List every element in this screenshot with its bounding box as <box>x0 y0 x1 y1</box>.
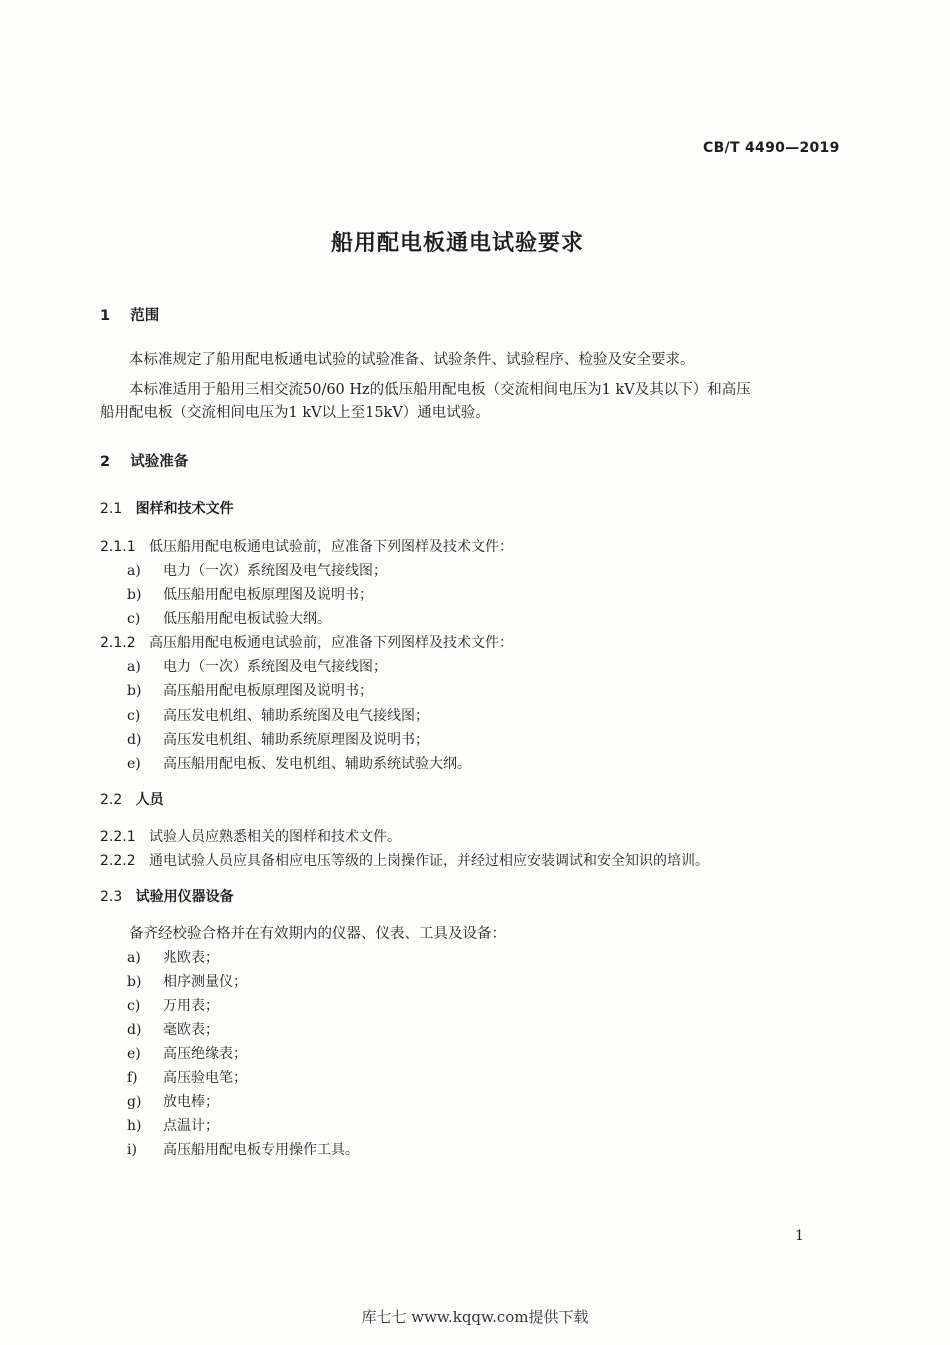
clause-2-2-2 <box>100 850 709 870</box>
list-item <box>127 971 247 991</box>
list-marker: b) <box>127 974 142 990</box>
clause-2-1-1 <box>100 536 513 556</box>
section-number: 2.2 <box>100 792 123 808</box>
list-item <box>127 1019 219 1039</box>
clause-text: 试验人员应熟悉相关的图样和技术文件。 <box>148 829 401 845</box>
list-item <box>127 1067 247 1087</box>
instruments-intro: 备齐经校验合格并在有效期内的仪器、仪表、工具及设备： <box>129 926 506 942</box>
section-number: 2.3 <box>100 889 123 905</box>
section-2-1-heading <box>100 498 234 518</box>
list-item <box>127 995 219 1015</box>
section-number: 2 <box>100 454 111 470</box>
list-item-text: 放电棒； <box>163 1094 219 1110</box>
section-1-heading <box>100 304 159 325</box>
list-item-text: 毫欧表； <box>163 1022 219 1038</box>
list-item-text: 点温计； <box>163 1118 219 1134</box>
section-title: 范围 <box>130 308 160 324</box>
list-marker: h) <box>127 1118 142 1134</box>
download-footer: 库七七 www.kqqw.com提供下载 <box>361 1308 589 1326</box>
list-item <box>127 753 471 773</box>
document-title: 船用配电板通电试验要求 <box>330 231 584 256</box>
section-2-3-heading <box>100 886 234 906</box>
list-item <box>127 1115 219 1135</box>
list-marker: g) <box>127 1094 142 1110</box>
list-item-text: 电力（一次）系统图及电气接线图； <box>163 659 387 675</box>
clause-number: 2.2.2 <box>100 853 136 869</box>
list-marker: a) <box>127 950 141 966</box>
section-number: 1 <box>100 308 111 324</box>
list-item <box>127 1139 359 1159</box>
clause-text: 低压船用配电板通电试验前，应准备下列图样及技术文件： <box>148 539 513 555</box>
list-marker: b) <box>127 683 142 699</box>
list-marker: d) <box>127 1022 142 1038</box>
list-item-text: 高压船用配电板原理图及说明书； <box>163 683 373 699</box>
clause-2-2-1 <box>100 826 401 846</box>
section-title: 图样和技术文件 <box>135 501 234 517</box>
list-item-text: 低压船用配电板试验大纲。 <box>163 611 331 627</box>
list-item-text: 高压发电机组、辅助系统原理图及说明书； <box>163 732 429 748</box>
list-marker: b) <box>127 587 142 603</box>
list-marker: c) <box>127 998 141 1014</box>
list-marker: a) <box>127 659 141 675</box>
list-item <box>127 1091 219 1111</box>
list-item-text: 高压船用配电板专用操作工具。 <box>163 1142 359 1158</box>
list-marker: f) <box>127 1070 138 1086</box>
section-title: 试验准备 <box>130 454 189 470</box>
list-item-text: 相序测量仪； <box>163 974 247 990</box>
list-item <box>127 584 373 604</box>
clause-number: 2.1.2 <box>100 635 136 651</box>
page-number: 1 <box>795 1228 804 1244</box>
scope-paragraph-2-line-2: 船用配电板（交流相间电压为1 kV以上至15kV）通电试验。 <box>100 405 490 421</box>
list-item-text: 万用表； <box>163 998 219 1014</box>
list-item <box>127 680 373 700</box>
section-title: 试验用仪器设备 <box>135 889 234 905</box>
clause-number: 2.2.1 <box>100 829 136 845</box>
list-item-text: 兆欧表； <box>163 950 219 966</box>
list-item <box>127 947 219 967</box>
clause-2-1-2 <box>100 632 513 652</box>
list-item-text: 高压验电笔； <box>163 1070 247 1086</box>
section-2-heading <box>100 450 188 471</box>
list-marker: a) <box>127 563 141 579</box>
section-title: 人员 <box>135 792 164 808</box>
standard-number: CB/T 4490—2019 <box>703 140 840 156</box>
list-item-text: 电力（一次）系统图及电气接线图； <box>163 563 387 579</box>
list-item-text: 高压绝缘表； <box>163 1046 247 1062</box>
list-marker: d) <box>127 732 142 748</box>
section-2-2-heading <box>100 789 164 809</box>
list-item <box>127 705 429 725</box>
list-marker: i) <box>127 1142 137 1158</box>
clause-text: 高压船用配电板通电试验前，应准备下列图样及技术文件： <box>148 635 513 651</box>
scope-paragraph-2-line-1: 本标准适用于船用三相交流50/60 Hz的低压船用配电板（交流相间电压为1 kV及其以下）和高压 <box>129 382 751 398</box>
list-marker: e) <box>127 756 141 772</box>
list-marker: e) <box>127 1046 141 1062</box>
list-item <box>127 656 387 676</box>
list-item-text: 高压发电机组、辅助系统图及电气接线图； <box>163 708 429 724</box>
section-number: 2.1 <box>100 501 123 517</box>
list-item <box>127 1043 247 1063</box>
list-marker: c) <box>127 611 141 627</box>
list-item-text: 高压船用配电板、发电机组、辅助系统试验大纲。 <box>163 756 471 772</box>
list-item <box>127 729 429 749</box>
scope-paragraph-1: 本标准规定了船用配电板通电试验的试验准备、试验条件、试验程序、检验及安全要求。 <box>129 352 695 368</box>
clause-text: 通电试验人员应具备相应电压等级的上岗操作证，并经过相应安装调试和安全知识的培训。 <box>148 853 709 869</box>
list-item <box>127 608 331 628</box>
list-item-text: 低压船用配电板原理图及说明书； <box>163 587 373 603</box>
list-item <box>127 560 387 580</box>
list-marker: c) <box>127 708 141 724</box>
clause-number: 2.1.1 <box>100 539 136 555</box>
